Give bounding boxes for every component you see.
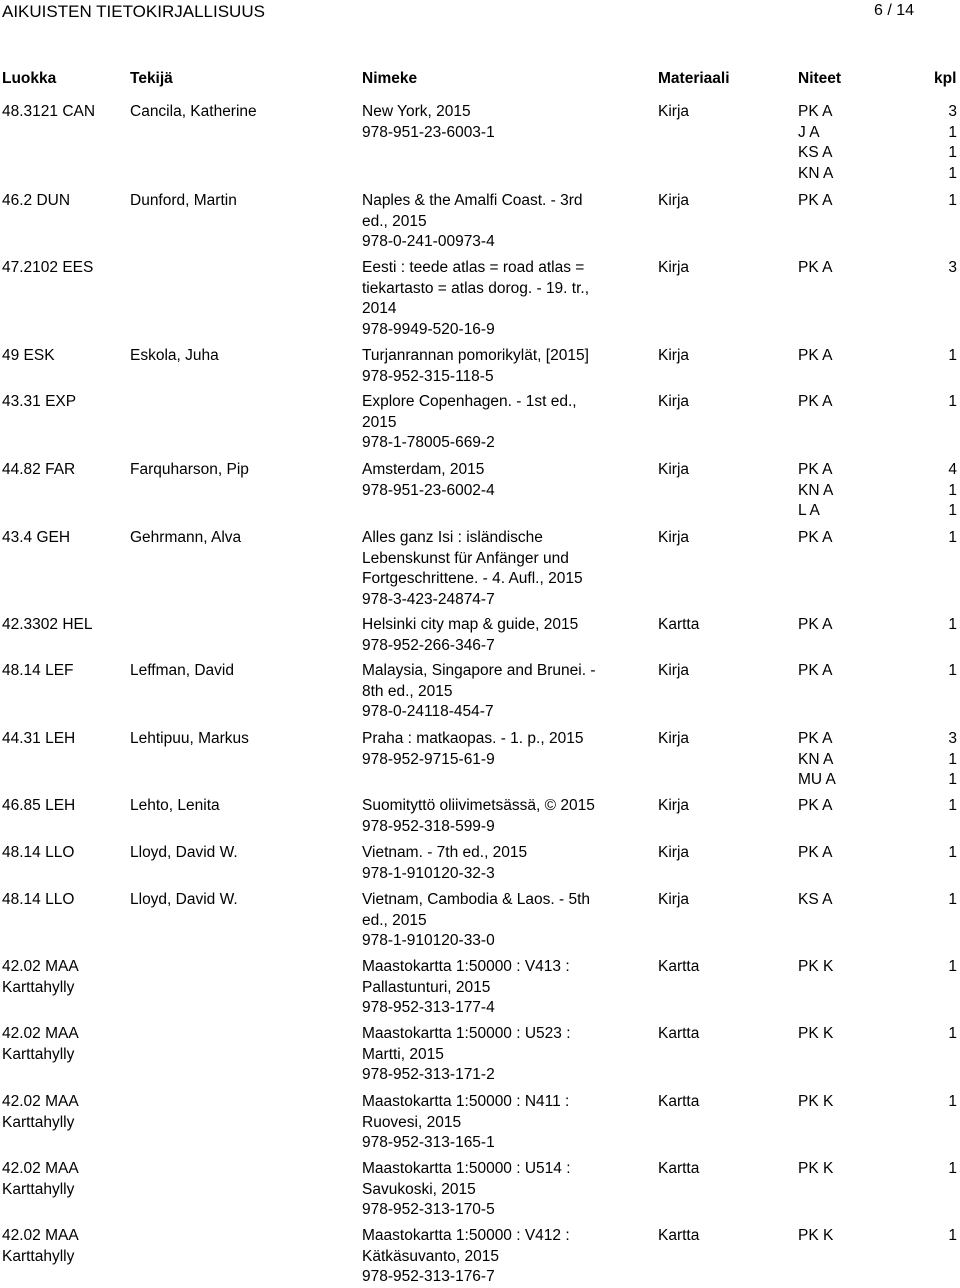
- cell-tekija: [130, 191, 360, 212]
- cell-luokka-line: Karttahylly: [2, 1113, 75, 1131]
- cell-kpl-line: 1: [948, 891, 957, 908]
- page-title: AIKUISTEN TIETOKIRJALLISUUS: [2, 2, 265, 21]
- isbn-text: 978-952-315-118-5: [362, 367, 494, 385]
- cell-niteet-line: PK A: [798, 616, 833, 633]
- cell-niteet: [798, 615, 918, 636]
- cell-tekija: [130, 528, 360, 549]
- cell-nimeke: [362, 258, 624, 340]
- cell-luokka-line: 44.31 LEH: [2, 730, 76, 747]
- cell-niteet: [798, 460, 918, 522]
- cell-tekija: [130, 661, 360, 682]
- cell-luokka-line: 42.02 MAA: [2, 1227, 79, 1244]
- cell-niteet-line: PK A: [798, 662, 833, 679]
- cell-kpl: [935, 615, 957, 636]
- cell-kpl: [935, 1024, 957, 1045]
- cell-niteet-line: PK K: [798, 1227, 834, 1244]
- cell-luokka-line: Karttahylly: [2, 978, 75, 996]
- cell-luokka: [2, 729, 128, 750]
- cell-nimeke-line: Malaysia, Singapore and Brunei. -: [362, 662, 596, 679]
- cell-kpl-line: 1: [948, 616, 957, 633]
- cell-niteet-line: L A: [798, 502, 820, 520]
- page-number: 6 / 14: [873, 2, 914, 19]
- cell-kpl: [935, 528, 957, 549]
- isbn-text: 978-952-266-346-7: [362, 636, 495, 654]
- cell-luokka: [2, 1092, 128, 1133]
- cell-nimeke-line: 2014: [362, 300, 397, 318]
- cell-kpl: [935, 102, 957, 184]
- cell-nimeke-line: Vietnam. - 7th ed., 2015: [362, 844, 528, 861]
- cell-kpl: [935, 796, 957, 817]
- cell-niteet-line: PK A: [798, 797, 833, 814]
- cell-luokka: [2, 661, 128, 682]
- cell-nimeke: [362, 890, 624, 952]
- cell-niteet: [798, 729, 918, 791]
- cell-nimeke-line: Maastokartta 1:50000 : U514 :: [362, 1160, 571, 1177]
- cell-kpl-line: 1: [948, 797, 957, 814]
- cell-nimeke-line: Maastokartta 1:50000 : U523 :: [362, 1025, 571, 1042]
- cell-niteet-line: PK A: [798, 844, 833, 861]
- cell-niteet-line: PK A: [798, 103, 833, 120]
- cell-niteet-line: KN A: [798, 750, 834, 768]
- cell-nimeke-line: Maastokartta 1:50000 : V412 :: [362, 1227, 570, 1244]
- cell-nimeke-line: 8th ed., 2015: [362, 682, 453, 700]
- cell-materiaali: Kirja: [658, 461, 690, 478]
- cell-niteet: [798, 1159, 918, 1180]
- cell-materiaali: Kartta: [658, 1160, 700, 1177]
- cell-materiaali: Kartta: [658, 1025, 700, 1042]
- cell-nimeke-line: Praha : matkaopas. - 1. p., 2015: [362, 730, 584, 747]
- cell-kpl-line: 1: [948, 1025, 957, 1042]
- cell-materiaali: Kirja: [658, 529, 690, 546]
- cell-luokka-line: 48.14 LEF: [2, 662, 74, 679]
- cell-materiaali: Kirja: [658, 393, 690, 410]
- cell-tekija-line: Lehto, Lenita: [130, 797, 220, 814]
- isbn-text: 978-952-313-177-4: [362, 999, 495, 1017]
- cell-kpl-line: 1: [948, 844, 957, 861]
- cell-luokka-line: 46.85 LEH: [2, 797, 76, 814]
- cell-nimeke: [362, 1159, 624, 1221]
- cell-kpl: [935, 843, 957, 864]
- cell-nimeke-line: Eesti : teede atlas = road atlas =: [362, 259, 585, 276]
- cell-niteet-line: PK K: [798, 1093, 834, 1110]
- cell-tekija-line: Dunford, Martin: [130, 192, 237, 209]
- cell-kpl-line: 1: [948, 958, 957, 975]
- isbn-text: 978-1-910120-33-0: [362, 932, 495, 950]
- cell-luokka-line: 42.02 MAA: [2, 1093, 79, 1110]
- cell-niteet: [798, 796, 918, 817]
- cell-niteet: [798, 191, 918, 212]
- cell-luokka-line: 48.3121 CAN: [2, 103, 96, 120]
- cell-niteet: [798, 392, 918, 413]
- cell-luokka-line: 44.82 FAR: [2, 461, 76, 478]
- cell-luokka-line: 47.2102 EES: [2, 259, 94, 276]
- cell-luokka: [2, 460, 128, 481]
- cell-kpl-line: 1: [948, 529, 957, 546]
- cell-nimeke: [362, 661, 624, 723]
- cell-kpl: [935, 957, 957, 978]
- cell-niteet-line: J A: [798, 123, 820, 141]
- cell-kpl-line: 3: [948, 259, 957, 276]
- cell-niteet-line: PK A: [798, 730, 833, 747]
- cell-kpl: [935, 1092, 957, 1113]
- cell-luokka-line: 49 ESK: [2, 347, 55, 364]
- cell-nimeke-line: Turjanrannan pomorikylät, [2015]: [362, 347, 589, 364]
- cell-niteet: [798, 843, 918, 864]
- cell-niteet-line: PK K: [798, 1160, 834, 1177]
- cell-niteet: [798, 661, 918, 682]
- cell-tekija-line: Lloyd, David W.: [130, 891, 238, 908]
- cell-luokka-line: 42.02 MAA: [2, 958, 79, 975]
- cell-nimeke: [362, 392, 624, 454]
- cell-kpl-line: 1: [948, 750, 957, 768]
- cell-niteet-line: PK A: [798, 393, 833, 410]
- cell-niteet: [798, 1092, 918, 1113]
- cell-kpl-line: 1: [948, 771, 957, 789]
- cell-kpl-line: 1: [948, 393, 957, 410]
- cell-luokka: [2, 615, 128, 636]
- cell-tekija-line: Eskola, Juha: [130, 347, 219, 364]
- isbn-text: 978-3-423-24874-7: [362, 590, 495, 608]
- cell-nimeke: [362, 191, 624, 253]
- cell-nimeke-line: Martti, 2015: [362, 1045, 444, 1063]
- column-header-nimeke: Nimeke: [362, 70, 418, 87]
- cell-kpl: [935, 191, 957, 212]
- cell-nimeke: [362, 346, 624, 387]
- cell-kpl: [935, 661, 957, 682]
- cell-nimeke: [362, 1024, 624, 1086]
- isbn-text: 978-952-313-171-2: [362, 1066, 495, 1084]
- cell-nimeke-line: Amsterdam, 2015: [362, 461, 485, 478]
- cell-luokka-line: Karttahylly: [2, 1180, 75, 1198]
- cell-niteet-line: KS A: [798, 144, 833, 162]
- cell-niteet: [798, 346, 918, 367]
- column-header-tekija: Tekijä: [130, 70, 173, 87]
- cell-nimeke-line: New York, 2015: [362, 103, 471, 120]
- cell-luokka: [2, 528, 128, 549]
- cell-nimeke-line: Savukoski, 2015: [362, 1180, 476, 1198]
- cell-niteet: [798, 1226, 918, 1247]
- cell-kpl: [935, 729, 957, 791]
- isbn-text: 978-952-313-170-5: [362, 1201, 495, 1219]
- cell-luokka: [2, 1159, 128, 1200]
- cell-nimeke-line: 2015: [362, 413, 397, 431]
- cell-kpl-line: 1: [948, 347, 957, 364]
- cell-materiaali: Kirja: [658, 797, 690, 814]
- cell-niteet-line: KN A: [798, 164, 834, 182]
- cell-luokka: [2, 1226, 128, 1267]
- cell-luokka: [2, 191, 128, 212]
- cell-nimeke-line: Maastokartta 1:50000 : V413 :: [362, 958, 570, 975]
- cell-materiaali: Kirja: [658, 662, 690, 679]
- cell-tekija: [130, 102, 360, 123]
- cell-materiaali: Kirja: [658, 103, 690, 120]
- cell-kpl: [935, 460, 957, 522]
- cell-materiaali: Kartta: [658, 616, 700, 633]
- cell-kpl: [935, 890, 957, 911]
- cell-luokka-line: 46.2 DUN: [2, 192, 71, 209]
- cell-luokka: [2, 957, 128, 998]
- cell-luokka: [2, 796, 128, 817]
- cell-tekija-line: Gehrmann, Alva: [130, 529, 242, 546]
- cell-kpl-line: 1: [948, 502, 957, 520]
- cell-nimeke: [362, 460, 624, 501]
- cell-luokka: [2, 843, 128, 864]
- cell-niteet: [798, 528, 918, 549]
- cell-nimeke-line: Kätkäsuvanto, 2015: [362, 1247, 500, 1265]
- cell-tekija-line: Lehtipuu, Markus: [130, 730, 249, 747]
- cell-kpl: [935, 258, 957, 279]
- cell-nimeke-line: Alles ganz Isi : isländische: [362, 529, 543, 546]
- cell-nimeke: [362, 796, 624, 837]
- cell-kpl-line: 3: [948, 730, 957, 747]
- cell-nimeke-line: Fortgeschrittene. - 4. Aufl., 2015: [362, 570, 583, 588]
- cell-kpl-line: 4: [948, 461, 957, 478]
- cell-kpl-line: 3: [948, 103, 957, 120]
- cell-nimeke-line: tiekartasto = atlas dorog. - 19. tr.,: [362, 279, 590, 297]
- cell-kpl-line: 1: [948, 192, 957, 209]
- cell-nimeke-line: Helsinki city map & guide, 2015: [362, 616, 579, 633]
- cell-kpl: [935, 1159, 957, 1180]
- cell-luokka-line: 43.31 EXP: [2, 393, 77, 410]
- column-header-kpl: kpl: [934, 70, 957, 87]
- cell-kpl: [935, 392, 957, 413]
- cell-tekija: [130, 460, 360, 481]
- cell-tekija: [130, 346, 360, 367]
- cell-kpl-line: 1: [948, 1160, 957, 1177]
- cell-kpl: [935, 346, 957, 367]
- cell-luokka-line: Karttahylly: [2, 1247, 75, 1265]
- cell-tekija-line: Cancila, Katherine: [130, 103, 257, 120]
- cell-nimeke: [362, 1092, 624, 1154]
- cell-tekija: [130, 843, 360, 864]
- cell-tekija-line: Leffman, David: [130, 662, 234, 679]
- cell-nimeke-line: ed., 2015: [362, 911, 427, 929]
- cell-materiaali: Kirja: [658, 891, 690, 908]
- cell-kpl-line: 1: [948, 1093, 957, 1110]
- column-header-materiaali: Materiaali: [658, 70, 730, 87]
- isbn-text: 978-951-23-6003-1: [362, 123, 495, 141]
- cell-luokka: [2, 102, 128, 123]
- cell-nimeke-line: Naples & the Amalfi Coast. - 3rd: [362, 192, 583, 209]
- isbn-text: 978-1-910120-32-3: [362, 864, 495, 882]
- cell-nimeke: [362, 843, 624, 884]
- cell-kpl-line: 1: [948, 662, 957, 679]
- cell-luokka: [2, 392, 128, 413]
- cell-materiaali: Kartta: [658, 1227, 700, 1244]
- cell-niteet: [798, 890, 918, 911]
- isbn-text: 978-952-313-176-7: [362, 1268, 495, 1286]
- cell-tekija: [130, 890, 360, 911]
- isbn-text: 978-0-24118-454-7: [362, 703, 494, 721]
- cell-nimeke-line: ed., 2015: [362, 212, 427, 230]
- isbn-text: 978-952-313-165-1: [362, 1134, 495, 1152]
- cell-materiaali: Kirja: [658, 347, 690, 364]
- cell-luokka-line: 48.14 LLO: [2, 844, 75, 861]
- cell-materiaali: Kirja: [658, 844, 690, 861]
- cell-luokka-line: 42.3302 HEL: [2, 616, 93, 633]
- cell-luokka: [2, 1024, 128, 1065]
- cell-niteet-line: PK A: [798, 529, 833, 546]
- cell-materiaali: Kartta: [658, 1093, 700, 1110]
- cell-nimeke-line: Explore Copenhagen. - 1st ed.,: [362, 393, 577, 410]
- isbn-text: 978-9949-520-16-9: [362, 320, 495, 338]
- cell-kpl-line: 1: [948, 144, 957, 162]
- cell-niteet: [798, 258, 918, 279]
- cell-nimeke-line: Lebenskunst für Anfänger und: [362, 549, 569, 567]
- cell-luokka: [2, 346, 128, 367]
- cell-nimeke-line: Vietnam, Cambodia & Laos. - 5th: [362, 891, 591, 908]
- column-header-niteet: Niteet: [798, 70, 842, 87]
- cell-materiaali: Kirja: [658, 192, 690, 209]
- cell-niteet-line: PK K: [798, 958, 834, 975]
- cell-materiaali: Kartta: [658, 958, 700, 975]
- cell-nimeke: [362, 957, 624, 1019]
- cell-kpl-line: 1: [948, 1227, 957, 1244]
- cell-nimeke: [362, 1226, 624, 1288]
- cell-luokka-line: 43.4 GEH: [2, 529, 71, 546]
- isbn-text: 978-952-318-599-9: [362, 817, 495, 835]
- cell-luokka-line: 42.02 MAA: [2, 1160, 79, 1177]
- cell-nimeke-line: Ruovesi, 2015: [362, 1113, 462, 1131]
- cell-niteet-line: PK A: [798, 347, 833, 364]
- isbn-text: 978-0-241-00973-4: [362, 233, 495, 251]
- cell-nimeke-line: Maastokartta 1:50000 : N411 :: [362, 1093, 570, 1110]
- cell-materiaali: Kirja: [658, 730, 690, 747]
- cell-tekija-line: Farquharson, Pip: [130, 461, 249, 478]
- cell-tekija: [130, 796, 360, 817]
- cell-nimeke: [362, 615, 624, 656]
- cell-niteet: [798, 102, 918, 184]
- isbn-text: 978-951-23-6002-4: [362, 481, 495, 499]
- cell-luokka: [2, 258, 128, 279]
- cell-luokka-line: Karttahylly: [2, 1045, 75, 1063]
- cell-luokka-line: 42.02 MAA: [2, 1025, 79, 1042]
- cell-nimeke-line: Pallastunturi, 2015: [362, 978, 491, 996]
- cell-luokka-line: 48.14 LLO: [2, 891, 75, 908]
- cell-luokka: [2, 890, 128, 911]
- column-header-luokka: Luokka: [2, 70, 57, 87]
- cell-tekija-line: Lloyd, David W.: [130, 844, 238, 861]
- cell-kpl-line: 1: [948, 164, 957, 182]
- cell-nimeke: [362, 729, 624, 770]
- isbn-text: 978-1-78005-669-2: [362, 434, 495, 452]
- cell-tekija: [130, 729, 360, 750]
- cell-nimeke-line: Suomityttö oliivimetsässä, © 2015: [362, 797, 595, 814]
- cell-niteet-line: PK A: [798, 461, 833, 478]
- cell-niteet-line: KS A: [798, 891, 833, 908]
- cell-kpl-line: 1: [948, 481, 957, 499]
- isbn-text: 978-952-9715-61-9: [362, 750, 495, 768]
- cell-niteet-line: KN A: [798, 481, 834, 499]
- cell-kpl-line: 1: [948, 123, 957, 141]
- cell-niteet: [798, 1024, 918, 1045]
- cell-materiaali: Kirja: [658, 259, 690, 276]
- cell-nimeke: [362, 528, 624, 610]
- cell-niteet: [798, 957, 918, 978]
- cell-nimeke: [362, 102, 624, 143]
- cell-niteet-line: PK A: [798, 259, 833, 276]
- cell-niteet-line: PK A: [798, 192, 833, 209]
- cell-kpl: [935, 1226, 957, 1247]
- cell-niteet-line: PK K: [798, 1025, 834, 1042]
- cell-niteet-line: MU A: [798, 771, 836, 789]
